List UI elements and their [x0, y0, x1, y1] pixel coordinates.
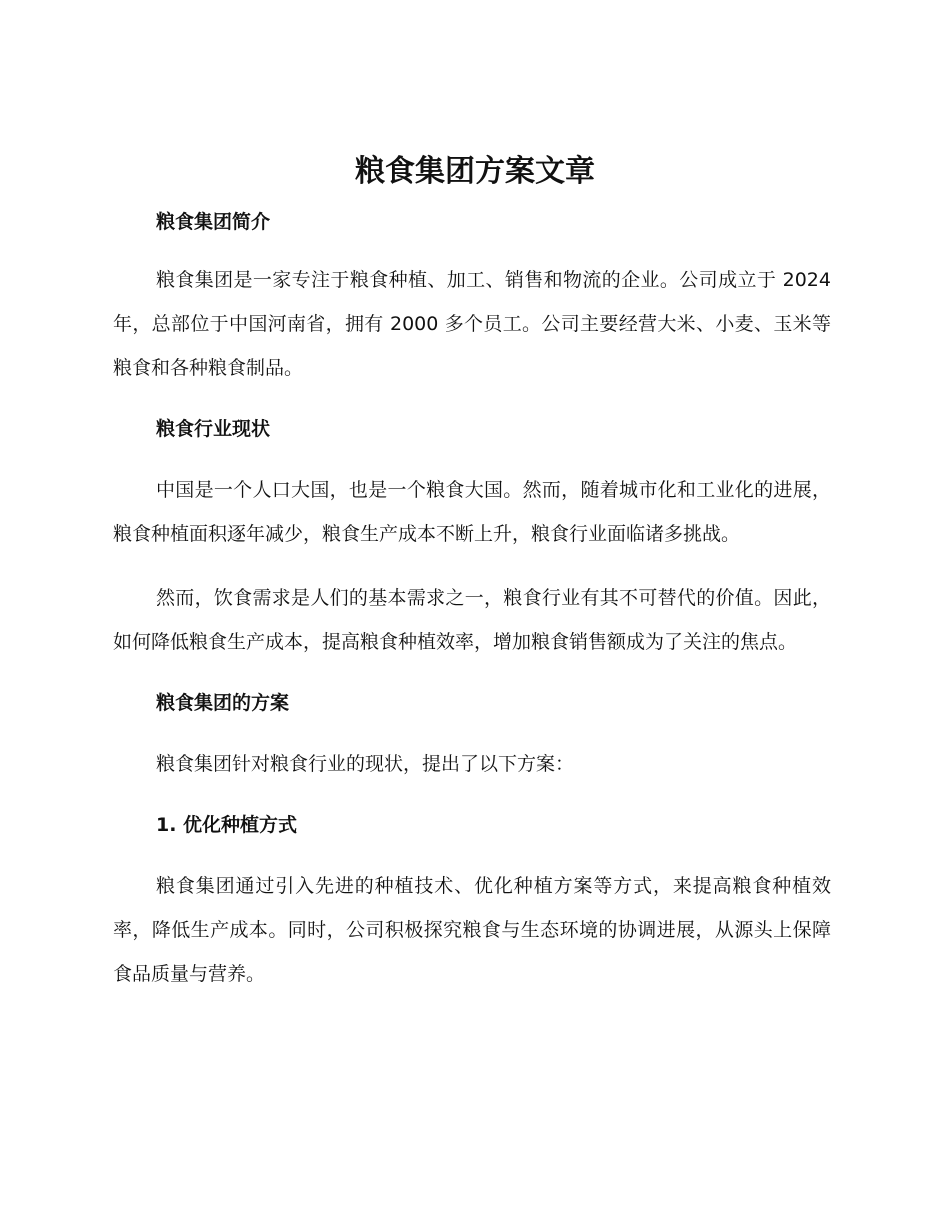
paragraph-plan-intro: 粮食集团针对粮食行业的现状，提出了以下方案： — [156, 753, 575, 775]
paragraph-industry-status-1: 中国是一个人口大国，也是一个粮食大国。然而，随着城市化和工业化的进展，粮食种植面积逐年减少，粮食生产成本不断上升，粮食行业面临诸多挑战。 — [113, 479, 831, 545]
section-heading-intro: 粮食集团简介 — [156, 211, 271, 233]
section-heading-plan: 粮食集团的方案 — [156, 692, 290, 714]
paragraph-intro: 粮食集团是一家专注于粮食种植、加工、销售和物流的企业。公司成立于 2024 年，总部位于中国河南省，拥有 2000 多个员工。公司主要经营大米、小麦、玉米等粮食和各种粮食制品。 — [113, 269, 831, 379]
subsection-heading-optimize-planting: 1. 优化种植方式 — [156, 814, 298, 836]
paragraph-optimize-planting: 粮食集团通过引入先进的种植技术、优化种植方案等方式，来提高粮食种植效率，降低生产成本。同时，公司积极探究粮食与生态环境的协调进展，从源头上保障食品质量与营养。 — [113, 875, 831, 985]
document-body — [113, 203, 831, 1016]
section-heading-industry-status: 粮食行业现状 — [156, 418, 271, 440]
document-title: 粮食集团方案文章 — [355, 154, 595, 189]
paragraph-industry-status-2: 然而，饮食需求是人们的基本需求之一，粮食行业有其不可替代的价值。因此，如何降低粮食生产成本，提高粮食种植效率，增加粮食销售额成为了关注的焦点。 — [113, 587, 831, 653]
